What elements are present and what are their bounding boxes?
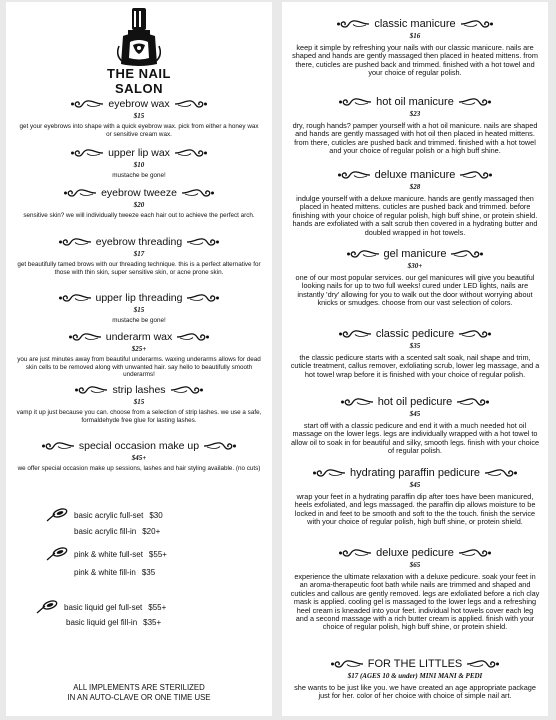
flourish-ornament-icon: [458, 96, 492, 108]
flourish-ornament-icon: [41, 440, 75, 452]
flourish-ornament-icon: [484, 467, 518, 479]
service-strip-lashes: [6, 382, 272, 424]
pushpin-icon: [36, 600, 58, 614]
service-price: $20: [133, 201, 145, 209]
service-deluxe-pedicure: [282, 545, 548, 632]
flourish-ornament-icon: [458, 328, 492, 340]
service-upper-lip-wax: [6, 145, 272, 180]
flourish-ornament-icon: [174, 98, 208, 110]
nail-service-price: $35+: [143, 618, 162, 627]
service-eyebrow-threading: [6, 234, 272, 276]
right-menu-page: [282, 2, 548, 716]
nail-service-label: pink & white full-set: [74, 549, 143, 559]
service-title: hot oil manicure: [376, 96, 454, 108]
service-description: sensitive skin? we will individually tweeze each hair out to achieve the perfect arch.: [23, 212, 255, 219]
service-title: eyebrow tweeze: [101, 187, 177, 199]
nail-service-price: $20+: [142, 527, 161, 536]
service-description: keep it simple by refreshing your nails with our classic manicure. nails are shaped and hands are gently massaged then placed in heated mittens. from there, cuticles are pushed back and trimmed. finished with a hot towel and your choice of regular polish.: [292, 43, 538, 78]
service-eyebrow-wax: [6, 96, 272, 138]
salon-logo: [89, 6, 189, 96]
nail-polish-bottle-icon: [117, 6, 161, 68]
service-description: experience the ultimate relaxation with a deluxe pedicure. soak your feet in an aroma-therapeutic foot bath while nails are trimmed and shaped and cuticles and callous are gently removed. legs are exfoliated before a rich clay mask is applied. cooling gel is massaged to the lower legs and a refreshing heel cream is kneaded into your feet. individual hot towels cover each leg and a second massage with a rich butter cream is applied. finish with your choice of regular polish, high buff shine, or protein shield.: [290, 572, 540, 632]
service-classic-pedicure: [282, 326, 548, 379]
service-title: hydrating paraffin pedicure: [349, 467, 481, 479]
service-title: gel manicure: [383, 248, 447, 260]
flourish-ornament-icon: [63, 187, 97, 199]
service-price: $16: [409, 32, 421, 40]
service-description: indulge yourself with a deluxe manicure. hands are gently massaged then placed in heated mittens. cuticles are pushed back and trimmed. before finishing with your choice of regular polish, high buff shine, or protein shield. hands are exfoliated with a salt scrub then covered in a hydrating butter and doubled wrapped in hot towels.: [292, 194, 538, 237]
service-price: $17 (AGES 10 & under) MINI MANI & PEDI: [347, 672, 483, 680]
service-price: $17: [133, 250, 145, 258]
flourish-ornament-icon: [70, 98, 104, 110]
notice-line: IN AN AUTO-CLAVE OR ONE TIME USE: [67, 693, 211, 702]
nail-price-row: [46, 508, 236, 522]
nail-service-label: basic acrylic fill-in: [74, 527, 137, 536]
service-description: wrap your feet in a hydrating paraffin dip after toes have been manicured, heels exfoliated, and legs massaged. the paraffin dip allows moisture to be locked in and feet to be smooth and soft to the the touch. finish the service with your choice of regular polish, high buff shine, or protein shield.: [294, 492, 536, 527]
nail-price-row: [36, 600, 226, 614]
service-price: $25+: [131, 345, 147, 353]
nail-price-row: [74, 527, 264, 536]
service-description: one of our most popular services. our gel manicures will give you beautiful looking nails for up to two full weeks! cured under LED lights, nails are instantly 'dry' allowing for you to walk out the door without worrying about knicks or smudges. choose from our vast selection of colors.: [295, 273, 535, 308]
nail-service-price: $35: [141, 568, 156, 577]
nail-service-label: basic liquid gel full-set: [64, 602, 143, 612]
flourish-ornament-icon: [338, 96, 372, 108]
pushpin-icon: [46, 547, 68, 561]
nail-price-row: [46, 547, 236, 561]
service-price: $45+: [131, 454, 147, 462]
service-hot-oil-manicure: [282, 94, 548, 156]
service-description: get your eyebrows into shape with a quick eyebrow wax. pick from either a honey wax or sensitive cream wax.: [19, 123, 259, 138]
pushpin-icon: [46, 508, 68, 522]
flourish-ornament-icon: [459, 169, 493, 181]
sterilization-notice: [6, 683, 272, 703]
service-description: you are just minutes away from beautiful underarms. waxing underarms allows for dead skin cells to be removed along with unwanted hair. say hello to beautifully smooth underarms!: [17, 356, 261, 379]
flourish-ornament-icon: [58, 292, 92, 304]
flourish-ornament-icon: [58, 236, 92, 248]
service-upper-lip-threading: [6, 290, 272, 325]
service-price: $15: [133, 306, 145, 314]
nail-price-row: [66, 618, 256, 627]
flourish-ornament-icon: [466, 658, 500, 670]
nail-service-label: basic liquid gel fill-in: [66, 618, 138, 627]
nail-service-price: $30: [149, 510, 163, 520]
service-title: classic pedicure: [375, 328, 455, 340]
service-description: the classic pedicure starts with a scented salt soak, nail shape and trim, cuticle treatment, callus remover, exfoliating scrub, lower leg massage, and a hot towel wrap before it is finished with your choice of regular polish.: [290, 353, 540, 379]
service-title: hot oil pedicure: [377, 396, 453, 408]
flourish-ornament-icon: [312, 467, 346, 479]
service-hot-oil-pedicure: [282, 394, 548, 456]
service-hydrating-paraffin-pedicure: [282, 465, 548, 527]
notice-line: ALL IMPLEMENTS ARE STERILIZED: [73, 683, 205, 692]
flourish-ornament-icon: [330, 658, 364, 670]
service-title: FOR THE LITTLES: [367, 658, 463, 670]
flourish-ornament-icon: [74, 384, 108, 396]
service-title: upper lip threading: [95, 292, 183, 304]
service-price: $28: [409, 183, 421, 191]
service-description: get beautifully tamed brows with our threading technique. this is a perfect alternative for those with thin skin, super sensitive skin, or acne prone skin.: [17, 261, 261, 276]
flourish-ornament-icon: [450, 248, 484, 260]
service-title: upper lip wax: [108, 147, 170, 159]
service-title: deluxe manicure: [374, 169, 456, 181]
service-eyebrow-tweeze: [6, 185, 272, 220]
flourish-ornament-icon: [68, 331, 102, 343]
service-price: $35: [409, 342, 421, 350]
service-classic-manicure: [282, 16, 548, 78]
service-for-the-littles: [282, 656, 548, 701]
nail-service-label: pink & white fill-in: [74, 568, 136, 577]
flourish-ornament-icon: [181, 187, 215, 199]
service-title: eyebrow wax: [108, 98, 170, 110]
service-price: $65: [409, 561, 421, 569]
service-price: $45: [409, 481, 421, 489]
flourish-ornament-icon: [186, 292, 220, 304]
flourish-ornament-icon: [70, 147, 104, 159]
service-title: classic manicure: [374, 18, 456, 30]
service-description: she wants to be just like you. we have created an age appropriate package just for her. color of her choice with choice of simple nail art.: [294, 683, 536, 701]
service-title: special occasion make up: [78, 440, 200, 452]
left-menu-page: [6, 2, 272, 716]
service-price: $15: [133, 398, 145, 406]
service-underarm-wax: [6, 329, 272, 379]
flourish-ornament-icon: [176, 331, 210, 343]
salon-name: THE NAIL SALON: [107, 66, 171, 96]
flourish-ornament-icon: [338, 328, 372, 340]
flourish-ornament-icon: [337, 169, 371, 181]
service-description: dry, rough hands? pamper yourself with a hot oil manicure. nails are shaped and hands are gently massaged with hot oil then placed in heated mittens. from there, cuticles are pushed back and trimmed. finished with a hot towel and your choice of regular polish or a high buff shine.: [292, 121, 538, 156]
service-title: deluxe pedicure: [376, 547, 454, 559]
service-description: start off with a classic pedicure and end it with a much needed hot oil massage on the lower legs. legs are individually wrapped with a hot towel to allow oil to soak in for beautiful and silky, smooth legs. finish with your choice of regular polish.: [290, 421, 540, 456]
service-price: $10: [133, 161, 145, 169]
flourish-ornament-icon: [203, 440, 237, 452]
nail-price-row: [74, 568, 264, 577]
flourish-ornament-icon: [186, 236, 220, 248]
service-title: underarm wax: [105, 331, 173, 343]
flourish-ornament-icon: [338, 547, 372, 559]
service-price: $30+: [407, 262, 423, 270]
service-price: $45: [409, 410, 421, 418]
service-special-occasion-make-up: [6, 438, 272, 473]
service-deluxe-manicure: [282, 167, 548, 237]
service-price: $23: [409, 110, 421, 118]
nail-service-price: $55+: [148, 549, 167, 559]
nail-service-label: basic acrylic full-set: [74, 510, 144, 520]
service-description: vamp it up just because you can. choose from a selection of strip lashes. we use a safe, formaldehyde free glue for lasting lashes.: [16, 409, 262, 424]
flourish-ornament-icon: [458, 547, 492, 559]
flourish-ornament-icon: [340, 396, 374, 408]
flourish-ornament-icon: [170, 384, 204, 396]
flourish-ornament-icon: [456, 396, 490, 408]
nail-service-price: $55+: [148, 602, 167, 612]
service-description: mustache be gone!: [112, 172, 166, 179]
service-gel-manicure: [282, 246, 548, 308]
flourish-ornament-icon: [460, 18, 494, 30]
flourish-ornament-icon: [174, 147, 208, 159]
service-price: $15: [133, 112, 145, 120]
flourish-ornament-icon: [336, 18, 370, 30]
service-title: strip lashes: [112, 384, 166, 396]
service-description: mustache be gone!: [112, 317, 166, 324]
service-title: eyebrow threading: [95, 236, 183, 248]
flourish-ornament-icon: [346, 248, 380, 260]
service-description: we offer special occasion make up sessions, lashes and hair styling available. (no cuts): [17, 465, 261, 472]
